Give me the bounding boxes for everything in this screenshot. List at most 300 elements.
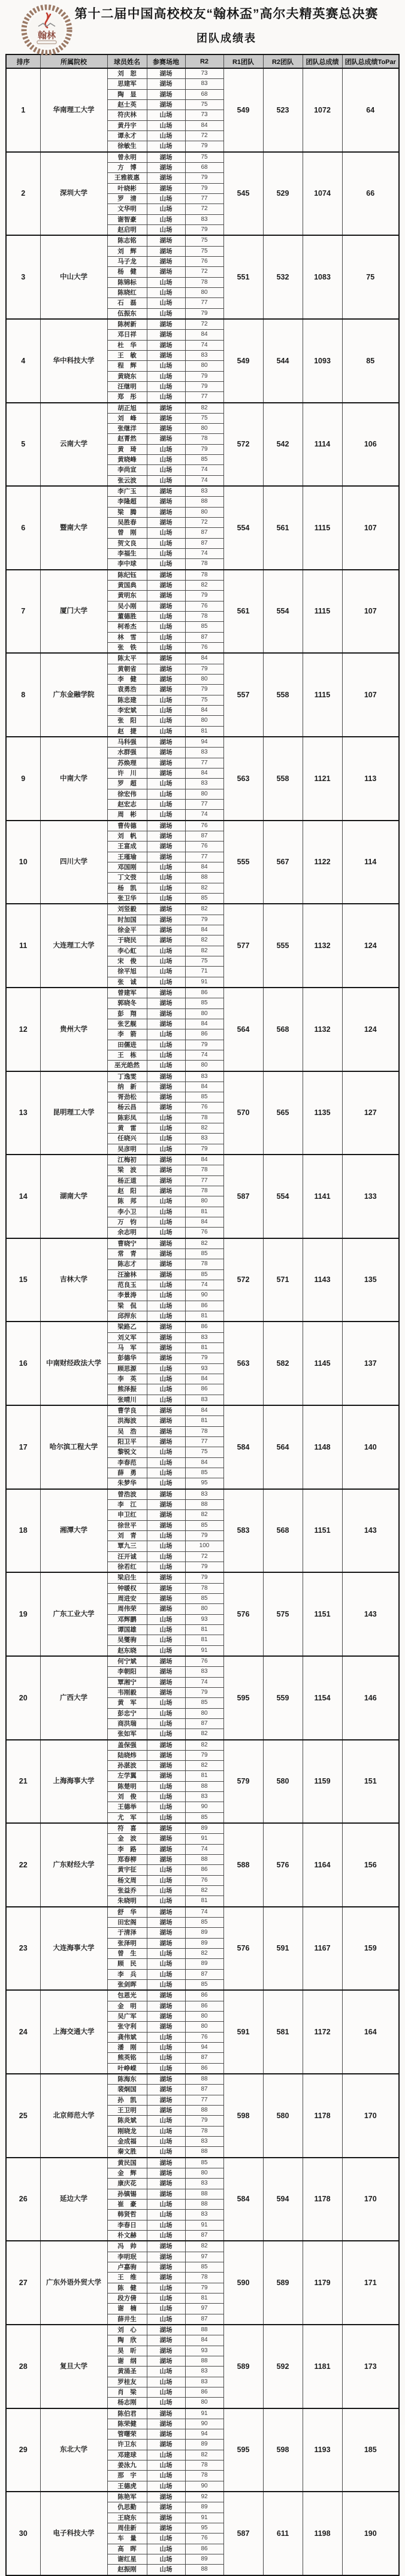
player-name-cell: 姜泳九 (107, 2460, 147, 2471)
player-venue-cell: 湖场 (147, 842, 185, 852)
player-venue-cell: 湖场 (147, 1593, 185, 1603)
team-rank-cell: 7 (6, 570, 40, 654)
player-name-cell: 田宏阁 (107, 1918, 147, 1928)
player-name-cell: 郑春柳 (107, 1855, 147, 1865)
player-venue-cell: 山场 (147, 2460, 185, 2471)
player-name-cell: 那 宇 (107, 2471, 147, 2481)
player-r2-score-cell: 78 (185, 2460, 223, 2471)
player-r2-score-cell: 83 (185, 350, 223, 360)
player-venue-cell: 湖场 (147, 1186, 185, 1196)
player-venue-cell: 山场 (147, 2377, 185, 2387)
player-r2-score-cell: 76 (185, 842, 223, 852)
team-topar-cell: 75 (342, 235, 399, 319)
logo-text: 翰林 (37, 30, 56, 41)
player-name-cell: 彭德华 (107, 1353, 147, 1363)
player-r2-score-cell: 82 (185, 883, 223, 893)
player-r2-score-cell: 82 (185, 1886, 223, 1896)
player-r2-score-cell: 80 (185, 675, 223, 685)
player-r2-score-cell: 89 (185, 2502, 223, 2513)
player-venue-cell: 山场 (147, 1050, 185, 1060)
col-header-team-topar: 团队总成绩ToPar (342, 54, 399, 68)
player-name-cell: 徐世平 (107, 1520, 147, 1530)
player-name-cell: 陈荣健 (107, 2419, 147, 2429)
team-rank-cell: 2 (6, 152, 40, 236)
player-name-cell: 商洪瑞 (107, 1718, 147, 1729)
player-name-cell: 水群强 (107, 748, 147, 758)
team-school-cell: 东北大学 (40, 2408, 107, 2492)
player-venue-cell: 湖场 (147, 2513, 185, 2523)
player-venue-cell: 山场 (147, 371, 185, 381)
team-r2-total-cell: 575 (263, 1572, 303, 1656)
player-r2-score-cell: 86 (185, 1322, 223, 1332)
team-r2-total-cell: 558 (263, 653, 303, 737)
player-name-cell: 陈 健 (107, 2283, 147, 2293)
team-rank-cell: 6 (6, 486, 40, 570)
player-name-cell: 陈太平 (107, 653, 147, 664)
player-venue-cell: 山场 (147, 779, 185, 789)
player-r2-score-cell: 97 (185, 2304, 223, 2314)
player-venue-cell: 湖场 (147, 1165, 185, 1175)
player-name-cell: 李隆超 (107, 497, 147, 507)
player-r2-score-cell: 88 (185, 1781, 223, 1791)
player-name-cell: 杨正道 (107, 1175, 147, 1186)
player-r2-score-cell: 76 (185, 1102, 223, 1113)
player-r2-score-cell: 93 (185, 1614, 223, 1624)
player-r2-score-cell: 79 (185, 1353, 223, 1363)
player-name-cell: 思建军 (107, 79, 147, 89)
player-venue-cell: 湖场 (147, 1510, 185, 1520)
player-name-cell: 金成福 (107, 2136, 147, 2146)
player-name-cell: 黄宇征 (107, 1865, 147, 1875)
team-r1-total-cell: 557 (223, 653, 263, 737)
player-name-cell: 纳 新 (107, 1082, 147, 1092)
player-r2-score-cell: 86 (185, 2001, 223, 2011)
player-r2-score-cell: 79 (185, 308, 223, 319)
team-r1-total-cell: 549 (223, 68, 263, 152)
player-name-cell: 田儒进 (107, 1040, 147, 1050)
team-block-first-row (6, 403, 399, 414)
player-name-cell: 王瑾瑜 (107, 852, 147, 862)
team-r1-total-cell: 561 (223, 570, 263, 654)
player-r2-score-cell: 76 (185, 2032, 223, 2042)
team-block-first-row (6, 1071, 399, 1082)
player-r2-score-cell: 80 (185, 2168, 223, 2178)
player-name-cell: 黄 琦 (107, 444, 147, 454)
player-r2-score-cell: 85 (185, 998, 223, 1008)
col-header-rank: 排序 (6, 54, 40, 68)
player-name-cell: 孙湛波 (107, 1761, 147, 1771)
player-name-cell: 张晴川 (107, 1395, 147, 1405)
player-r2-score-cell: 75 (185, 956, 223, 966)
player-venue-cell: 湖场 (147, 581, 185, 591)
player-r2-score-cell: 88 (185, 2147, 223, 2158)
player-name-cell: 黄明东 (107, 591, 147, 601)
player-r2-score-cell: 86 (185, 1865, 223, 1875)
player-venue-cell: 山场 (147, 1217, 185, 1228)
team-total-score-cell: 1132 (303, 904, 342, 988)
player-venue-cell: 山场 (147, 475, 185, 486)
team-r1-total-cell: 572 (223, 1238, 263, 1322)
player-name-cell: 陈晓红 (107, 287, 147, 297)
player-name-cell: 周伟荣 (107, 1604, 147, 1614)
player-r2-score-cell: 80 (185, 1008, 223, 1019)
team-r2-total-cell: 589 (263, 2241, 303, 2325)
player-venue-cell: 山场 (147, 1311, 185, 1322)
player-venue-cell: 山场 (147, 549, 185, 559)
player-venue-cell: 山场 (147, 2032, 185, 2042)
player-name-cell: 马子龙 (107, 256, 147, 266)
player-name-cell: 陈志才 (107, 1259, 147, 1269)
player-r2-score-cell: 81 (185, 1624, 223, 1635)
player-venue-cell: 湖场 (147, 2419, 185, 2429)
player-name-cell: 赵振刚 (107, 2565, 147, 2575)
team-block-first-row (6, 988, 399, 998)
player-name-cell: 吴燮驹 (107, 1635, 147, 1645)
player-venue-cell: 湖场 (147, 1844, 185, 1854)
player-name-cell: 汪开诚 (107, 1551, 147, 1562)
player-name-cell: 李福生 (107, 549, 147, 559)
player-name-cell: 文华明 (107, 204, 147, 214)
player-r2-score-cell: 79 (185, 591, 223, 601)
player-r2-score-cell: 75 (185, 99, 223, 110)
player-r2-score-cell: 83 (185, 486, 223, 497)
team-school-cell: 广东金融学院 (40, 653, 107, 737)
player-venue-cell: 山场 (147, 130, 185, 141)
team-rank-cell: 27 (6, 2241, 40, 2325)
team-total-score-cell: 1179 (303, 2241, 342, 2325)
team-r1-total-cell: 589 (223, 2325, 263, 2408)
player-r2-score-cell: 85 (185, 1269, 223, 1280)
team-rank-cell: 23 (6, 1907, 40, 1991)
player-venue-cell: 山场 (147, 2126, 185, 2136)
player-venue-cell: 山场 (147, 883, 185, 893)
player-name-cell: 吴胜春 (107, 518, 147, 528)
team-school-cell: 湘潭大学 (40, 1489, 107, 1573)
player-venue-cell: 湖场 (147, 2252, 185, 2262)
player-name-cell: 赵宏志 (107, 799, 147, 809)
player-r2-score-cell: 86 (185, 2544, 223, 2554)
player-r2-score-cell: 81 (185, 1416, 223, 1426)
player-venue-cell: 山场 (147, 632, 185, 642)
team-r1-total-cell: 588 (223, 1823, 263, 1907)
team-total-score-cell: 1164 (303, 1823, 342, 1907)
player-name-cell: 崔 豪 (107, 2199, 147, 2209)
team-total-score-cell: 1143 (303, 1238, 342, 1322)
player-r2-score-cell: 83 (185, 748, 223, 758)
player-name-cell: 朱梦华 (107, 1478, 147, 1489)
player-name-cell: 覃湘宁 (107, 1677, 147, 1687)
player-name-cell: 彭 翔 (107, 1008, 147, 1019)
player-r2-score-cell: 77 (185, 758, 223, 768)
team-topar-cell: 143 (342, 1572, 399, 1656)
player-r2-score-cell: 72 (185, 319, 223, 330)
team-r2-total-cell: 558 (263, 737, 303, 821)
player-venue-cell: 山场 (147, 1812, 185, 1823)
player-r2-score-cell: 75 (185, 1447, 223, 1457)
team-block-first-row (6, 319, 399, 330)
player-name-cell: 王富成 (107, 842, 147, 852)
player-venue-cell: 山场 (147, 1395, 185, 1405)
player-name-cell: 杨志刚 (107, 2398, 147, 2408)
player-name-cell: 杨云昌 (107, 1102, 147, 1113)
team-r1-total-cell: 584 (223, 1405, 263, 1489)
player-r2-score-cell: 87 (185, 2053, 223, 2063)
team-total-score-cell: 1072 (303, 68, 342, 152)
player-name-cell: 巫光皓然 (107, 1061, 147, 1071)
player-venue-cell: 湖场 (147, 2408, 185, 2419)
team-r2-total-cell: 542 (263, 403, 303, 487)
player-r2-score-cell: 90 (185, 2481, 223, 2492)
player-name-cell: 王 敏 (107, 350, 147, 360)
player-r2-score-cell: 83 (185, 2367, 223, 2377)
player-venue-cell: 山场 (147, 1969, 185, 1979)
player-r2-score-cell: 79 (185, 371, 223, 381)
player-r2-score-cell: 83 (185, 1395, 223, 1405)
player-name-cell: 符庆林 (107, 110, 147, 120)
player-venue-cell: 湖场 (147, 507, 185, 517)
player-name-cell: 余志明 (107, 1228, 147, 1238)
team-total-score-cell: 1178 (303, 2158, 342, 2241)
team-school-cell: 贵州大学 (40, 988, 107, 1071)
player-r2-score-cell: 82 (185, 1510, 223, 1520)
team-block-first-row (6, 2158, 399, 2168)
team-topar-cell: 185 (342, 2408, 399, 2492)
player-r2-score-cell: 88 (185, 1499, 223, 1509)
player-name-cell: 潘 刚 (107, 2043, 147, 2053)
player-venue-cell: 湖场 (147, 162, 185, 172)
player-name-cell: 朴文赫 (107, 2230, 147, 2241)
player-r2-score-cell: 80 (185, 1604, 223, 1614)
player-venue-cell: 湖场 (147, 1750, 185, 1760)
team-rank-cell: 8 (6, 653, 40, 737)
table-header-row (6, 54, 399, 68)
player-r2-score-cell: 95 (185, 1478, 223, 1489)
player-r2-score-cell: 78 (185, 2273, 223, 2283)
player-venue-cell: 湖场 (147, 89, 185, 99)
player-venue-cell: 湖场 (147, 2502, 185, 2513)
player-venue-cell: 湖场 (147, 1823, 185, 1834)
player-r2-score-cell: 89 (185, 1928, 223, 1938)
player-name-cell: 张益乔 (107, 1886, 147, 1896)
player-venue-cell: 湖场 (147, 99, 185, 110)
team-block-first-row (6, 1990, 399, 2001)
page-title: 第十二届中国高校校友“翰林盃”高尔夫精英赛总决赛 (74, 7, 379, 21)
player-name-cell: 江梅初 (107, 1155, 147, 1165)
player-r2-score-cell: 78 (185, 1186, 223, 1196)
player-r2-score-cell: 89 (185, 2440, 223, 2450)
player-r2-score-cell: 93 (185, 1363, 223, 1374)
player-name-cell: 周佳新 (107, 2523, 147, 2534)
player-venue-cell: 湖场 (147, 1082, 185, 1092)
player-name-cell: 黄 雷 (107, 1123, 147, 1134)
player-name-cell: 洪海波 (107, 1416, 147, 1426)
player-r2-score-cell: 79 (185, 2116, 223, 2126)
player-venue-cell: 湖场 (147, 2105, 185, 2115)
player-name-cell: 丁文弢 (107, 873, 147, 883)
player-venue-cell: 山场 (147, 1280, 185, 1290)
team-topar-cell: 107 (342, 570, 399, 654)
team-total-score-cell: 1115 (303, 653, 342, 737)
team-r2-total-cell: 611 (263, 2492, 303, 2575)
player-r2-score-cell: 94 (185, 737, 223, 748)
player-name-cell: 范良玉 (107, 1280, 147, 1290)
player-name-cell: 王卫明 (107, 2105, 147, 2115)
player-r2-score-cell: 91 (185, 977, 223, 988)
team-block-first-row (6, 235, 399, 246)
player-venue-cell: 山场 (147, 1196, 185, 1207)
player-r2-score-cell: 78 (185, 570, 223, 581)
player-venue-cell: 湖场 (147, 1092, 185, 1102)
player-name-cell: 顾思源 (107, 1363, 147, 1374)
player-r2-score-cell: 77 (185, 1175, 223, 1186)
player-name-cell: 黄 军 (107, 1698, 147, 1708)
player-name-cell: 薛 勇 (107, 1468, 147, 1478)
player-name-cell: 李 江 (107, 1499, 147, 1509)
player-r2-score-cell: 84 (185, 862, 223, 872)
player-venue-cell: 湖场 (147, 1322, 185, 1332)
team-rank-cell: 26 (6, 2158, 40, 2241)
team-r2-total-cell: 576 (263, 1823, 303, 1907)
player-name-cell: 李宏斌 (107, 706, 147, 716)
player-r2-score-cell: 82 (185, 935, 223, 946)
col-header-venue: 参赛场地 (147, 54, 185, 68)
player-r2-score-cell: 88 (185, 2199, 223, 2209)
player-r2-score-cell: 82 (185, 904, 223, 915)
team-total-score-cell: 1083 (303, 235, 342, 319)
player-r2-score-cell: 83 (185, 1134, 223, 1144)
player-venue-cell: 山场 (147, 695, 185, 705)
team-total-score-cell: 1074 (303, 152, 342, 236)
player-venue-cell: 湖场 (147, 1604, 185, 1614)
player-r2-score-cell: 85 (185, 1520, 223, 1530)
player-venue-cell: 山场 (147, 1698, 185, 1708)
team-rank-cell: 16 (6, 1322, 40, 1405)
player-venue-cell: 山场 (147, 204, 185, 214)
player-name-cell: 李 箭 (107, 1029, 147, 1040)
player-name-cell: 高 晖 (107, 2544, 147, 2554)
player-venue-cell: 山场 (147, 1886, 185, 1896)
player-r2-score-cell: 84 (185, 653, 223, 664)
player-venue-cell: 湖场 (147, 1102, 185, 1113)
player-venue-cell: 山场 (147, 224, 185, 235)
player-venue-cell: 湖场 (147, 2241, 185, 2252)
team-block-first-row (6, 2325, 399, 2335)
player-venue-cell: 山场 (147, 799, 185, 809)
player-venue-cell: 湖场 (147, 1405, 185, 1416)
player-r2-score-cell: 91 (185, 2220, 223, 2230)
player-r2-score-cell: 91 (185, 1645, 223, 1656)
player-name-cell: 熊英铭 (107, 2053, 147, 2063)
player-venue-cell: 山场 (147, 1635, 185, 1645)
team-r2-total-cell: 598 (263, 2408, 303, 2492)
team-block-first-row (6, 486, 399, 497)
player-name-cell: 朱晓明 (107, 1896, 147, 1907)
player-venue-cell: 山场 (147, 444, 185, 454)
player-name-cell: 赵菁然 (107, 434, 147, 444)
player-name-cell: 石 磊 (107, 298, 147, 308)
player-r2-score-cell: 95 (185, 2523, 223, 2534)
player-r2-score-cell: 100 (185, 1541, 223, 1551)
player-venue-cell: 山场 (147, 2367, 185, 2377)
player-venue-cell: 山场 (147, 1301, 185, 1311)
player-name-cell: 徐若红 (107, 1562, 147, 1572)
player-name-cell: 刘义军 (107, 1332, 147, 1342)
player-name-cell: 任晓兴 (107, 1134, 147, 1144)
player-r2-score-cell: 94 (185, 2043, 223, 2053)
player-r2-score-cell: 78 (185, 2471, 223, 2481)
team-block-first-row (6, 68, 399, 79)
player-venue-cell: 山场 (147, 2450, 185, 2460)
player-venue-cell: 山场 (147, 2314, 185, 2325)
player-name-cell: 徐宏伟 (107, 789, 147, 799)
player-name-cell: 黄涌圣 (107, 2367, 147, 2377)
player-r2-score-cell: 83 (185, 2210, 223, 2220)
player-venue-cell: 山场 (147, 2199, 185, 2209)
player-venue-cell: 湖场 (147, 497, 185, 507)
player-venue-cell: 山场 (147, 465, 185, 475)
player-name-cell: 程 辉 (107, 361, 147, 371)
player-name-cell: 陈彩凤 (107, 1113, 147, 1123)
team-school-cell: 华中科技大学 (40, 319, 107, 403)
player-venue-cell: 湖场 (147, 2168, 185, 2178)
team-block-first-row (6, 152, 399, 163)
player-name-cell: 谢智豪 (107, 214, 147, 224)
player-r2-score-cell: 78 (185, 559, 223, 570)
player-r2-score-cell: 77 (185, 2095, 223, 2105)
player-r2-score-cell: 76 (185, 1228, 223, 1238)
player-name-cell: 刘 心 (107, 2325, 147, 2335)
player-name-cell: 覃九三 (107, 1541, 147, 1551)
player-venue-cell: 山场 (147, 141, 185, 152)
player-r2-score-cell: 78 (185, 1426, 223, 1436)
player-r2-score-cell: 85 (185, 2158, 223, 2168)
player-venue-cell: 山场 (147, 2565, 185, 2575)
player-r2-score-cell: 86 (185, 2063, 223, 2074)
player-name-cell: 申卫红 (107, 1510, 147, 1520)
player-venue-cell: 山场 (147, 2147, 185, 2158)
player-name-cell: 邓辉鹏 (107, 1614, 147, 1624)
team-rank-cell: 17 (6, 1405, 40, 1489)
player-venue-cell: 山场 (147, 1061, 185, 1071)
team-r2-total-cell: 559 (263, 1656, 303, 1740)
team-total-score-cell: 1148 (303, 1405, 342, 1489)
player-venue-cell: 山场 (147, 1708, 185, 1718)
player-venue-cell: 湖场 (147, 403, 185, 414)
team-topar-cell: 143 (342, 1489, 399, 1573)
player-venue-cell: 山场 (147, 2063, 185, 2074)
player-r2-score-cell: 82 (185, 2241, 223, 2252)
player-venue-cell: 湖场 (147, 1928, 185, 1938)
player-r2-score-cell: 76 (185, 1656, 223, 1667)
player-name-cell: 曹传德 (107, 821, 147, 831)
player-name-cell: 陈志铭 (107, 235, 147, 246)
player-r2-score-cell: 77 (185, 1436, 223, 1447)
player-venue-cell: 湖场 (147, 758, 185, 768)
player-name-cell: 罗桂友 (107, 2377, 147, 2387)
player-venue-cell: 山场 (147, 1729, 185, 1740)
team-r1-total-cell: 545 (223, 152, 263, 236)
player-name-cell: 赵启明 (107, 224, 147, 235)
player-venue-cell: 湖场 (147, 1353, 185, 1363)
player-r2-score-cell: 79 (185, 1040, 223, 1050)
player-name-cell: 张守利 (107, 2022, 147, 2032)
player-venue-cell: 山场 (147, 392, 185, 403)
team-topar-cell: 164 (342, 1990, 399, 2074)
player-name-cell: 阳卫平 (107, 1436, 147, 1447)
player-venue-cell: 山场 (147, 1478, 185, 1489)
team-school-cell: 广东工业大学 (40, 1572, 107, 1656)
team-school-cell: 深圳大学 (40, 152, 107, 236)
